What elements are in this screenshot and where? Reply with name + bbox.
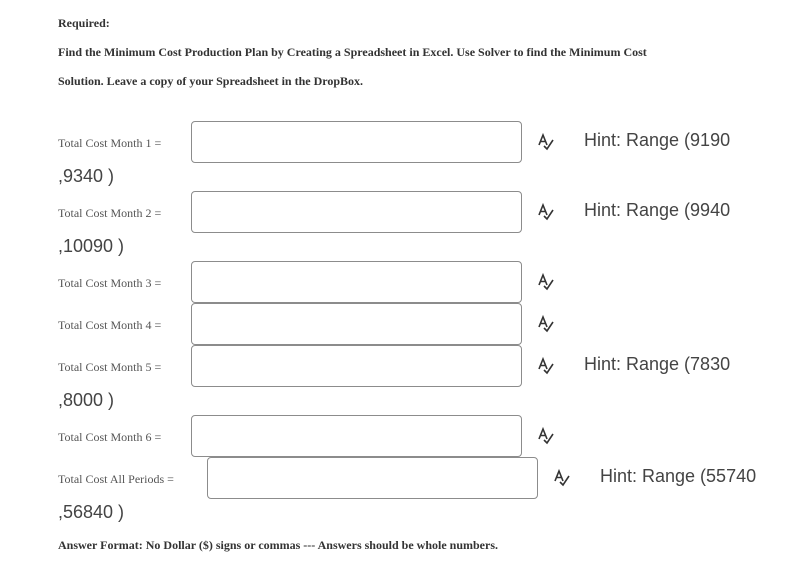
spell-check-icon[interactable] — [552, 468, 572, 488]
total-cost-month-6-input[interactable] — [191, 415, 522, 457]
hint-all-periods: Hint: Range (55740 — [600, 466, 757, 486]
spell-check-icon[interactable] — [536, 272, 556, 292]
required-heading: Required: — [58, 16, 110, 30]
spell-check-icon[interactable] — [536, 426, 556, 446]
hint-all-periods-cont: ,56840 ) — [58, 502, 125, 522]
total-cost-month-1-input[interactable] — [191, 121, 522, 163]
total-cost-all-periods-input[interactable] — [207, 457, 538, 499]
instructions-line-2: Solution. Leave a copy of your Spreadsheet in the DropBox. — [58, 74, 364, 88]
field-label-all-periods: Total Cost All Periods = — [58, 472, 174, 486]
hint-month-2: Hint: Range (9940 — [584, 200, 731, 220]
hint-month-1-cont: ,9340 ) — [58, 166, 115, 186]
field-label-month-1: Total Cost Month 1 = — [58, 136, 162, 150]
answer-format-note: Answer Format: No Dollar ($) signs or commas --- Answers should be whole numbers. — [58, 538, 498, 552]
total-cost-month-3-input[interactable] — [191, 261, 522, 303]
spell-check-icon[interactable] — [536, 314, 556, 334]
total-cost-month-5-input[interactable] — [191, 345, 522, 387]
hint-month-2-cont: ,10090 ) — [58, 236, 125, 256]
field-label-month-6: Total Cost Month 6 = — [58, 430, 162, 444]
spell-check-icon[interactable] — [536, 132, 556, 152]
total-cost-month-4-input[interactable] — [191, 303, 522, 345]
instructions-line-1: Find the Minimum Cost Production Plan by Creating a Spreadsheet in Excel. Use Solver to find the Minimum Cost — [58, 45, 647, 59]
hint-month-5: Hint: Range (7830 — [584, 354, 731, 374]
hint-month-1: Hint: Range (9190 — [584, 130, 731, 150]
field-label-month-3: Total Cost Month 3 = — [58, 276, 162, 290]
spell-check-icon[interactable] — [536, 202, 556, 222]
spell-check-icon[interactable] — [536, 356, 556, 376]
field-label-month-5: Total Cost Month 5 = — [58, 360, 162, 374]
hint-month-5-cont: ,8000 ) — [58, 390, 115, 410]
field-label-month-2: Total Cost Month 2 = — [58, 206, 162, 220]
field-label-month-4: Total Cost Month 4 = — [58, 318, 162, 332]
total-cost-month-2-input[interactable] — [191, 191, 522, 233]
